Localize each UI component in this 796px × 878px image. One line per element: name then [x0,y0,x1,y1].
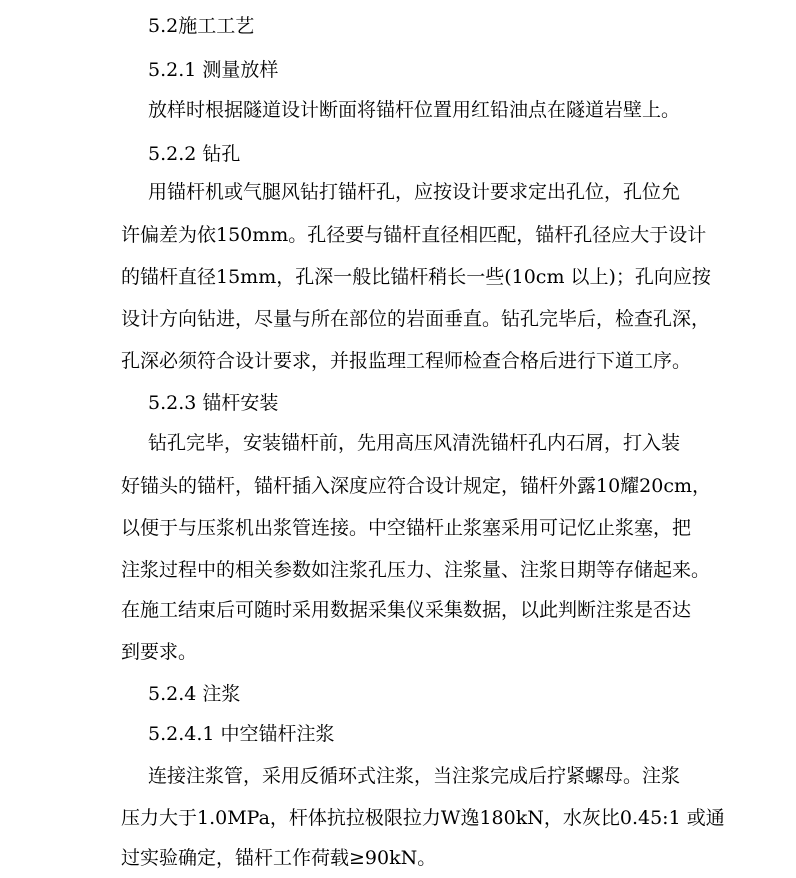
section-heading-5-2-1: 5.2.1 测量放样 [148,59,279,81]
section-heading-5-2: 5.2施工工艺 [148,15,255,37]
paragraph-line: 设计方向钻进，尽量与所在部位的岩面垂直。钻孔完毕后，检查孔深， [121,308,711,330]
paragraph-line: 好锚头的锚杆，锚杆插入深度应符合设计规定，锚杆外露10耀20cm， [121,475,712,497]
paragraph-line: 到要求。 [121,641,198,663]
section-heading-5-2-4: 5.2.4 注浆 [148,683,241,705]
section-heading-5-2-2: 5.2.2 钻孔 [148,143,241,165]
paragraph-line: 过实验确定，锚杆工作荷载≥90kN。 [121,847,437,869]
paragraph-line: 孔深必须符合设计要求，并报监理工程师检查合格后进行下道工序。 [121,350,692,372]
section-heading-5-2-4-1: 5.2.4.1 中空锚杆注浆 [148,723,335,745]
paragraph-line: 注浆过程中的相关参数如注浆孔压力、注浆量、注浆日期等存储起来。 [121,559,711,581]
paragraph-line: 在施工结束后可随时采用数据采集仪采集数据，以此判断注浆是否达 [121,599,692,621]
paragraph-line: 放样时根据隧道设计断面将锚杆位置用红铅油点在隧道岩壁上。 [148,99,681,121]
paragraph-line: 用锚杆机或气腿风钻打锚杆孔，应按设计要求定出孔位，孔位允 [148,181,681,203]
paragraph-line: 钻孔完毕，安装锚杆前，先用高压风清洗锚杆孔内石屑，打入装 [148,432,681,454]
paragraph-line: 以便于与压浆机出浆管连接。中空锚杆止浆塞采用可记忆止浆塞，把 [121,517,692,539]
section-heading-5-2-3: 5.2.3 锚杆安装 [148,392,279,414]
paragraph-line: 压力大于1.0MPa，杆体抗拉极限拉力W逸180kN，水灰比0.45:1 或通 [121,807,725,829]
paragraph-line: 连接注浆管，采用反循环式注浆，当注浆完成后拧紧螺母。注浆 [148,765,681,787]
paragraph-line: 的锚杆直径15mm，孔深一般比锚杆稍长一些(10cm 以上)；孔向应按 [121,266,711,288]
paragraph-line: 许偏差为依150mm。孔径要与锚杆直径相匹配，锚杆孔径应大于设计 [121,224,707,246]
